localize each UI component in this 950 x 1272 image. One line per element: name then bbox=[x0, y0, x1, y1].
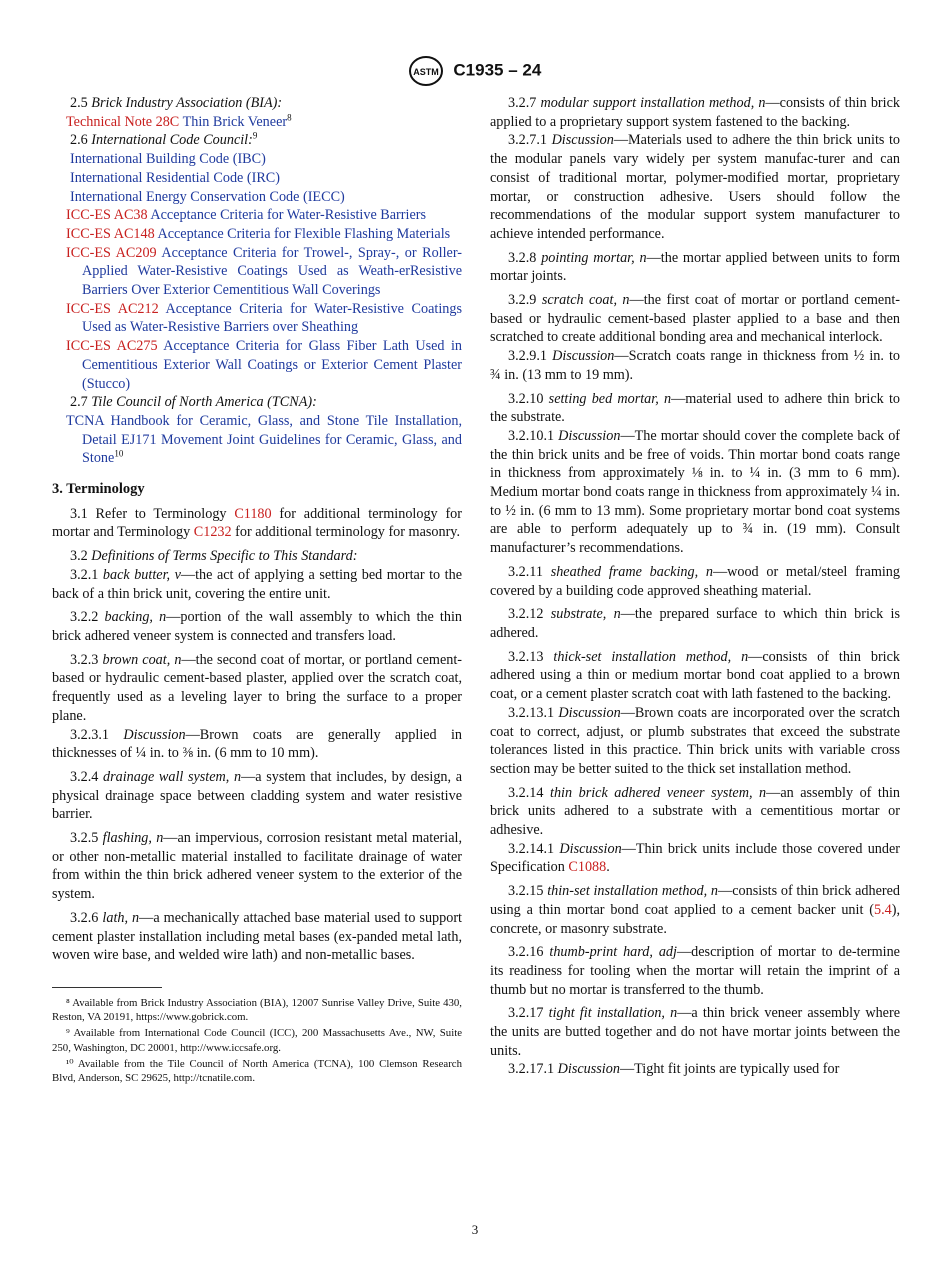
para-3-2-11: 3.2.11 sheathed frame backing, n—wood or metal/steel framing covered by a building code approved sheathing material. bbox=[490, 563, 900, 599]
para-3-2-14-1: 3.2.14.1 Discussion—Thin brick units include those covered under Specification C1088. bbox=[490, 840, 900, 876]
section-2-6: 2.6 International Code Council:$^9$ bbox=[70, 130, 258, 149]
ref-ac275[interactable]: ICC-ES AC275 Acceptance Criteria for Glass Fiber Lath Used in Cementitious Exterior Wall Coatings or Exterior Cement Plaster (Stucco) bbox=[66, 338, 462, 392]
para-3-2-6: 3.2.6 lath, n—a mechanically attached base material used to support cement plaster installation including metal bases (ex-panded metal lath, woven wire base, and welded wire lath) and non-metallic bases. bbox=[52, 909, 462, 964]
left-column bbox=[52, 94, 462, 1087]
ref-ac209[interactable]: ICC-ES AC209 Acceptance Criteria for Trowel-, Spray-, or Roller-Applied Water-Resistive Coatings Used as Weath-erResistive Barriers Over Exterior Cementitious Wall Coverings bbox=[66, 244, 463, 299]
para-3-2-1: 3.2.1 back butter, v—the act of applying a setting bed mortar to the back of a thin brick unit, covering the entire unit. bbox=[52, 566, 462, 602]
para-3-2-5: 3.2.5 flashing, n—an impervious, corrosion resistant metal material, or other non-metallic material installed to facilitate drainage of water from within the thin brick adhered veneer system to the exterior of the system. bbox=[52, 830, 462, 903]
footnote-8: ⁸ Available from Brick Industry Association (BIA), 12007 Sunrise Valley Drive, Suite 430, Reston, VA 20191, https://www.gobrick.com. bbox=[52, 996, 462, 1024]
footnote-9: ⁹ Available from International Code Council (ICC), 200 Massachusetts Ave., NW, Suite 250, Washington, DC 20001, http://www.iccsafe.org. bbox=[52, 1027, 462, 1054]
para-3-2-10: 3.2.10 setting bed mortar, n—material used to adhere thin brick to the substrate. bbox=[490, 390, 900, 426]
para-3-2-7: 3.2.7 modular support installation method, n—consists of thin brick applied to a proprietary support system fastened to the backing. bbox=[490, 95, 900, 130]
ref-irc[interactable]: International Residential Code (IRC) bbox=[70, 169, 280, 186]
link-c1088[interactable]: C1088 bbox=[568, 859, 607, 876]
ref-iecc[interactable]: International Energy Conservation Code (IECC) bbox=[70, 188, 345, 205]
document-designation: C1935 – 24 bbox=[453, 60, 542, 80]
section-2-7: 2.7 Tile Council of North America (TCNA): bbox=[70, 394, 317, 411]
section-2-5: 2.5 Brick Industry Association (BIA): bbox=[70, 95, 283, 111]
link-c1180[interactable]: C1180 bbox=[234, 505, 272, 522]
para-3-2-13-1: 3.2.13.1 Discussion—Brown coats are incorporated over the scratch coat to correct, adjust, or plumb substrates that exceed the substrate tolerances listed in this practice. Thin brick units with variable cross section may be better suited to the thick set installation method. bbox=[490, 704, 901, 777]
section-3-heading: 3. Terminology bbox=[52, 481, 145, 498]
para-3-2-16: 3.2.16 thumb-print hard, adj—description of mortar to de-termine its readiness for tooling when the mortar will retain the imprint of a thumb but no mortar is transferred to the thumb. bbox=[490, 944, 900, 998]
para-3-2-12: 3.2.12 substrate, n—the prepared surface to which thin brick is adhered. bbox=[490, 606, 900, 641]
para-3-2-3-1: 3.2.3.1 Discussion—Brown coats are generally applied in thicknesses of ¼ in. to ⅜ in. (6 mm to 10 mm). bbox=[52, 726, 462, 762]
svg-text:ASTM: ASTM bbox=[412, 67, 439, 77]
para-3-2-15: 3.2.15 thin-set installation method, n—consists of thin brick adhered using a thin mortar bond coat applied to a cement backer unit (5.4), concrete, or masonry substrate. bbox=[490, 883, 901, 937]
para-3-2-13: 3.2.13 thick-set installation method, n—consists of thin brick adhered using a thin or medium mortar bond coat applied to a brown coat, or a cement plaster scratch coat with lath fastened to the backing. bbox=[490, 648, 901, 703]
link-5-4[interactable]: 5.4 bbox=[873, 901, 892, 918]
page-header bbox=[0, 56, 950, 86]
para-3-2-14: 3.2.14 thin brick adhered veneer system, n—an assembly of thin brick units adhered to a substrate with a cementitious mortar or adhesive. bbox=[490, 784, 900, 839]
para-3-2-7-1: 3.2.7.1 Discussion—Materials used to adhere the thin brick units to the modular panels vary widely per system manufac-turer and can consist of traditional mortar, polymer-modified mortar, proprietary mortar, or construction adhesive. Users should follow the recommendations of the modular support system manufacturer to achieve intended performance. bbox=[490, 132, 900, 242]
para-3-2-10-1: 3.2.10.1 Discussion—The mortar should cover the complete back of the thin brick units and be free of voids. Thin mortar bond coats range in thickness from approximately ⅛ in. to ¼ in. (3 mm to 6 mm). Medium mortar bond coats range in thickness from approximately ¼ in. to ½ in. (6 mm to 13 mm). Some proprietary mortar bond coat systems are able to perform adequately up to ¾ in. (19 mm). Consult manufacturer’s recommendations. bbox=[490, 427, 901, 557]
para-3-2-9: 3.2.9 scratch coat, n—the first coat of mortar or portland cement-based or hydraulic cement-based plaster applied to a base and then scratched to create additional bonding area and mechanical interlock. bbox=[490, 292, 900, 346]
footnote-divider bbox=[52, 987, 162, 988]
footnote-10: ¹⁰ Available from the Tile Council of North America (TCNA), 100 Clemson Research Blvd, Anderson, SC 29625, http://tcnatile.com. bbox=[52, 1057, 462, 1084]
para-3-1: 3.1 Refer to Terminology C1180 for additional terminology for mortar and Terminology C1232 for additional terminology for masonry. bbox=[52, 505, 462, 541]
link-c1232[interactable]: C1232 bbox=[193, 524, 232, 541]
para-3-2-4: 3.2.4 drainage wall system, n—a system that includes, by design, a physical drainage space between cladding system and water resistive barrier. bbox=[52, 768, 462, 823]
para-3-2-2: 3.2.2 backing, n—portion of the wall assembly to which the thin brick adhered veneer system is connected and transfers load. bbox=[52, 609, 462, 644]
ref-bia-technote[interactable]: Technical Note 28C Thin Brick Veneer$^8$ bbox=[66, 111, 292, 130]
para-3-2-17: 3.2.17 tight fit installation, n—a thin brick veneer assembly where the units are butted together and do not have mortar joints between the units. bbox=[490, 1005, 900, 1059]
page-number: 3 bbox=[471, 1222, 479, 1237]
para-3-2-3: 3.2.3 brown coat, n—the second coat of mortar, or portland cement-based or hydraulic cement-based plaster, applied over the scratch coat, frequently used as a leveling layer to bring the surface to a proper plane. bbox=[52, 651, 463, 724]
para-3-2: 3.2 Definitions of Terms Specific to This Standard: bbox=[70, 548, 358, 565]
ref-ac38[interactable]: ICC-ES AC38 Acceptance Criteria for Water-Resistive Barriers bbox=[66, 207, 426, 224]
ref-ibc[interactable]: International Building Code (IBC) bbox=[70, 151, 266, 168]
para-3-2-17-1: 3.2.17.1 Discussion—Tight fit joints are typically used for bbox=[508, 1061, 840, 1078]
right-column bbox=[490, 94, 900, 1079]
ref-tcna[interactable]: TCNA Handbook for Ceramic, Glass, and Stone Tile Installation, Detail EJ171 Movement Joint Guidelines for Ceramic, Glass, and Stone$^{10}$ bbox=[66, 412, 462, 467]
para-3-2-8: 3.2.8 pointing mortar, n—the mortar applied between units to form mortar joints. bbox=[490, 249, 901, 285]
ref-ac148[interactable]: ICC-ES AC148 Acceptance Criteria for Flexible Flashing Materials bbox=[66, 225, 451, 242]
astm-logo-icon bbox=[409, 56, 443, 86]
ref-ac212[interactable]: ICC-ES AC212 Acceptance Criteria for Water-Resistive Coatings Used as Water-Resistive Barriers over Sheathing bbox=[66, 300, 463, 336]
para-3-2-9-1: 3.2.9.1 Discussion—Scratch coats range in thickness from ½ in. to ¾ in. (13 mm to 19 mm). bbox=[490, 348, 901, 383]
